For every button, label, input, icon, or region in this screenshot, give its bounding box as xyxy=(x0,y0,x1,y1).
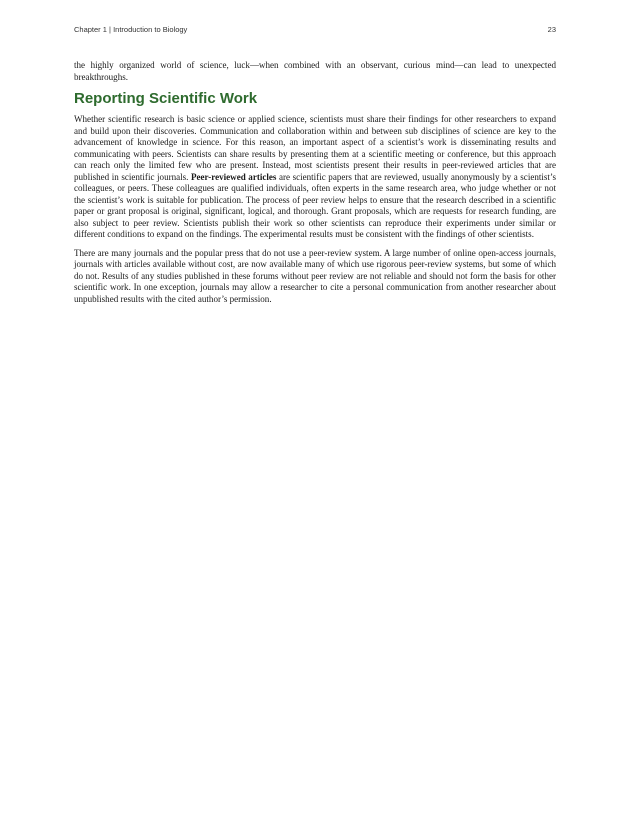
body-paragraph-1 xyxy=(74,114,556,241)
chapter-title: Introduction to Biology xyxy=(113,25,188,34)
page-content xyxy=(74,60,556,312)
paragraph-1-text-end: are scientific papers that are reviewed, usually anonymously by a scientist’s colleagues, or peers. These colleagues are qualified individuals, often experts in the same research area, who judge whether or not the scientist’s work is suitable for publication. The process of peer review helps to ensure that the research described in a scientific paper or grant proposal is original, significant, logical, and thorough. Grant proposals, which are requests for research funding, are also subject to peer review. Scientists publish their work so other scientists can reproduce their experiments under similar or different conditions to expand on the findings. The experimental results must be consistent with the findings of other scientists. xyxy=(74,171,556,239)
header-separator: | xyxy=(109,25,111,34)
paragraph-1-text-start: Whether scientific research is basic science or applied science, scientists must share their findings for other researchers to expand and build upon their discoveries. Communication and collaboration within and between sub disciplines of science are key to the advancement of knowledge in science. For this reason, an important aspect of a scientist’s work is disseminating results and communicating with peers. Scientists can share results by presenting them at a scientific meeting or conference, but this approach can reach only the limited few who are present. Instead, most scientists present their results in peer-reviewed articles that are published in scientific journals. xyxy=(74,114,556,182)
intro-paragraph: the highly organized world of science, luck—when combined with an observant, curious mind—can lead to unexpected breakthroughs. xyxy=(74,60,556,82)
body-paragraph-2: There are many journals and the popular press that do not use a peer-review system. A large number of online open-access journals, journals with articles available without cost, are now available many of which use rigorous peer-review systems, but some of which do not. Results of any studies published in these forums without peer review are not reliable and should not form the basis for other scientific work. In one exception, journals may allow a researcher to cite a personal communication from another researcher about unpublished results with the cited author’s permission. xyxy=(74,247,556,304)
chapter-prefix: Chapter 1 xyxy=(74,25,107,34)
page-number: 23 xyxy=(547,25,556,34)
chapter-label xyxy=(74,25,187,34)
key-term-peer-reviewed-articles: Peer-reviewed articles xyxy=(191,171,277,182)
running-header xyxy=(74,25,556,37)
section-heading: Reporting Scientific Work xyxy=(74,90,258,107)
